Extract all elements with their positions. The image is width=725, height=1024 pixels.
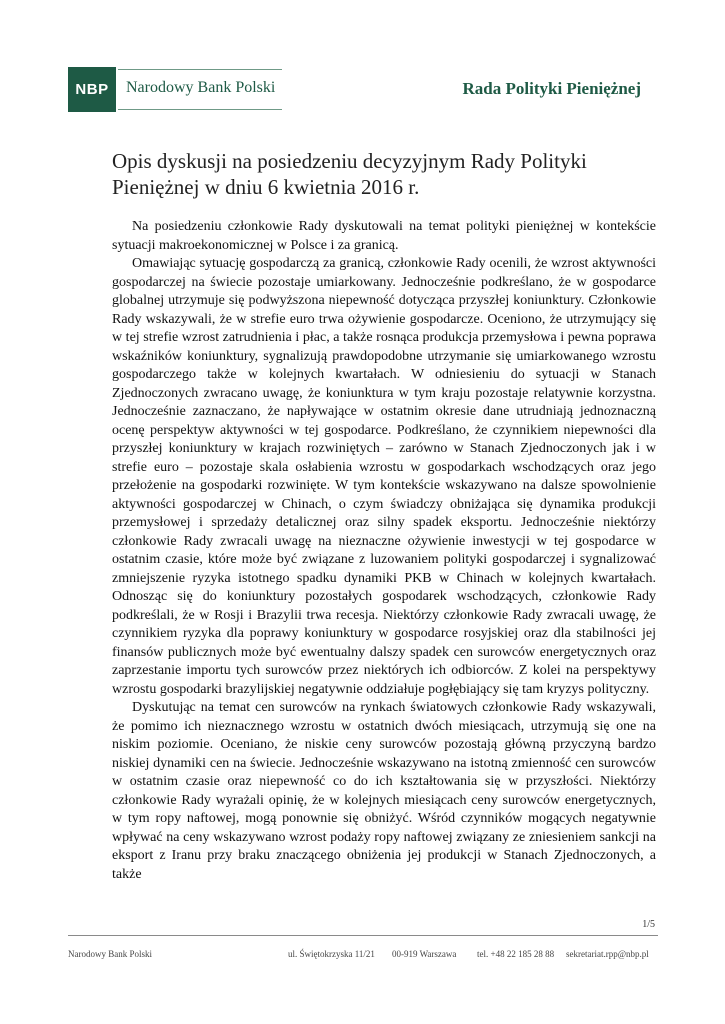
logo-rule-top bbox=[118, 69, 282, 70]
logo-mark: NBP bbox=[68, 67, 116, 112]
page-number: 1/5 bbox=[642, 919, 655, 930]
title-line-1: Opis dyskusji na posiedzeniu decyzyjnym Rady Polityki bbox=[112, 149, 587, 173]
footer-street-address: ul. Świętokrzyska 11/21 bbox=[288, 949, 375, 959]
paragraph: Dyskutując na temat cen surowców na rynkach światowych członkowie Rady wskazywali, że pomimo ich nieznacznego wzrostu w ostatnich dwóch miesiącach, utrzymują się one na niskim poziomie. Oceniano, że niskie ceny surowców pozostają główną przyczyną bardzo niskiej dynamiki cen na świecie. Jednocześnie wskazywano na istotną zmienność cen surowców w ostatnim czasie oraz niepewność co do ich kształtowania się w przyszłości. Niektórzy członkowie Rady wyrażali opinię, że w kolejnych miesiącach ceny surowców energetycznych, w tym ropy naftowej, mogą ponownie się obniżyć. Wśród czynników mogących negatywnie wpływać na ceny wskazywano wzrost podaży ropy naftowej związany ze zniesieniem sankcji na eksport z Iranu przy braku znaczącego obniżenia jej produkcji w Stanach Zjednoczonych, a także bbox=[112, 700, 656, 882]
logo-rule-bottom bbox=[118, 109, 282, 110]
council-name: Rada Polityki Pieniężnej bbox=[462, 79, 641, 98]
document-body bbox=[112, 218, 656, 884]
footer bbox=[0, 949, 725, 963]
paragraph: Na posiedzeniu członkowie Rady dyskutowali na temat polityki pieniężnej w kontekście sytuacji makroekonomicznej w Polsce i za granicą. bbox=[112, 219, 656, 253]
title-line-2: Pieniężnej w dniu 6 kwietnia 2016 r. bbox=[112, 175, 420, 199]
document-title bbox=[112, 148, 642, 200]
footer-email-link[interactable]: sekretariat.rpp@nbp.pl bbox=[566, 949, 649, 959]
footer-divider bbox=[68, 935, 658, 936]
paragraph: Omawiając sytuację gospodarczą za granicą, członkowie Rady ocenili, że wzrost aktywności gospodarczej na świecie pozostaje umiarkowany. Jednocześnie podkreślano, że w gospodarce globalnej utrzymuje się podwyższona niepewność dotycząca przyszłej koniunktury. Członkowie Rady wskazywali, że w strefie euro trwa ożywienie gospodarcze. Oceniono, że utrzymujący się w tej strefie wzrost zatrudnienia i płac, a także rosnąca produkcja przemysłowa i pewna poprawa wskaźników koniunktury, sygnalizują prawdopodobne utrzymanie się umiarkowanego wzrostu gospodarczego także w kolejnych kwartałach. W odniesieniu do sytuacji w Stanach Zjednoczonych zwracano uwagę, że koniunktura w tym kraju pozostaje relatywnie korzystna. Jednocześnie zaznaczano, że napływające w ostatnim okresie dane utrudniają jednoznaczną ocenę perspektyw aktywności w tej gospodarce. Podkreślano, że czynnikiem niepewności dla przyszłej koniunktury w krajach rozwiniętych – zarówno w Stanach Zjednoczonych jak i w strefie euro – pozostaje skala osłabienia wzrostu w gospodarkach wschodzących oraz jego przełożenie na gospodarki rozwinięte. W tym kontekście wskazywano na dalsze spowolnienie aktywności gospodarczej w Chinach, o czym świadczy obniżająca się dynamika produkcji przemysłowej i sprzedaży detalicznej oraz silny spadek eksportu. Jednocześnie niektórzy członkowie Rady zwracali uwagę na nieznaczne ożywienie inwestycji w tej gospodarce w ostatnim czasie, które może być związane z luzowaniem polityki gospodarczej i sygnalizować zmniejszenie ryzyka istotnego spadku dynamiki PKB w Chinach w kolejnych kwartałach. Odnosząc się do koniunktury pozostałych gospodarek wschodzących, członkowie Rady podkreślali, że w Rosji i Brazylii trwa recesja. Niektórzy członkowie Rady zwracali uwagę, że czynnikiem ryzyka dla poprawy koniunktury w gospodarce rosyjskiej oraz dla stabilności jej finansów publicznych może być ewentualny dalszy spadek cen surowców energetycznych oraz zaprzestanie importu tych surowców przez niektórych ich odbiorców. Z kolei na perspektywy wzrostu gospodarki brazylijskiej negatywnie oddziałuje pogłębiający się tam kryzys polityczny. bbox=[112, 256, 656, 697]
bank-name: Narodowy Bank Polski bbox=[126, 79, 276, 96]
footer-phone: tel. +48 22 185 28 88 bbox=[477, 949, 555, 959]
nbp-logo bbox=[68, 67, 282, 112]
footer-bank-name: Narodowy Bank Polski bbox=[68, 949, 152, 959]
footer-city: 00-919 Warszawa bbox=[392, 949, 457, 959]
